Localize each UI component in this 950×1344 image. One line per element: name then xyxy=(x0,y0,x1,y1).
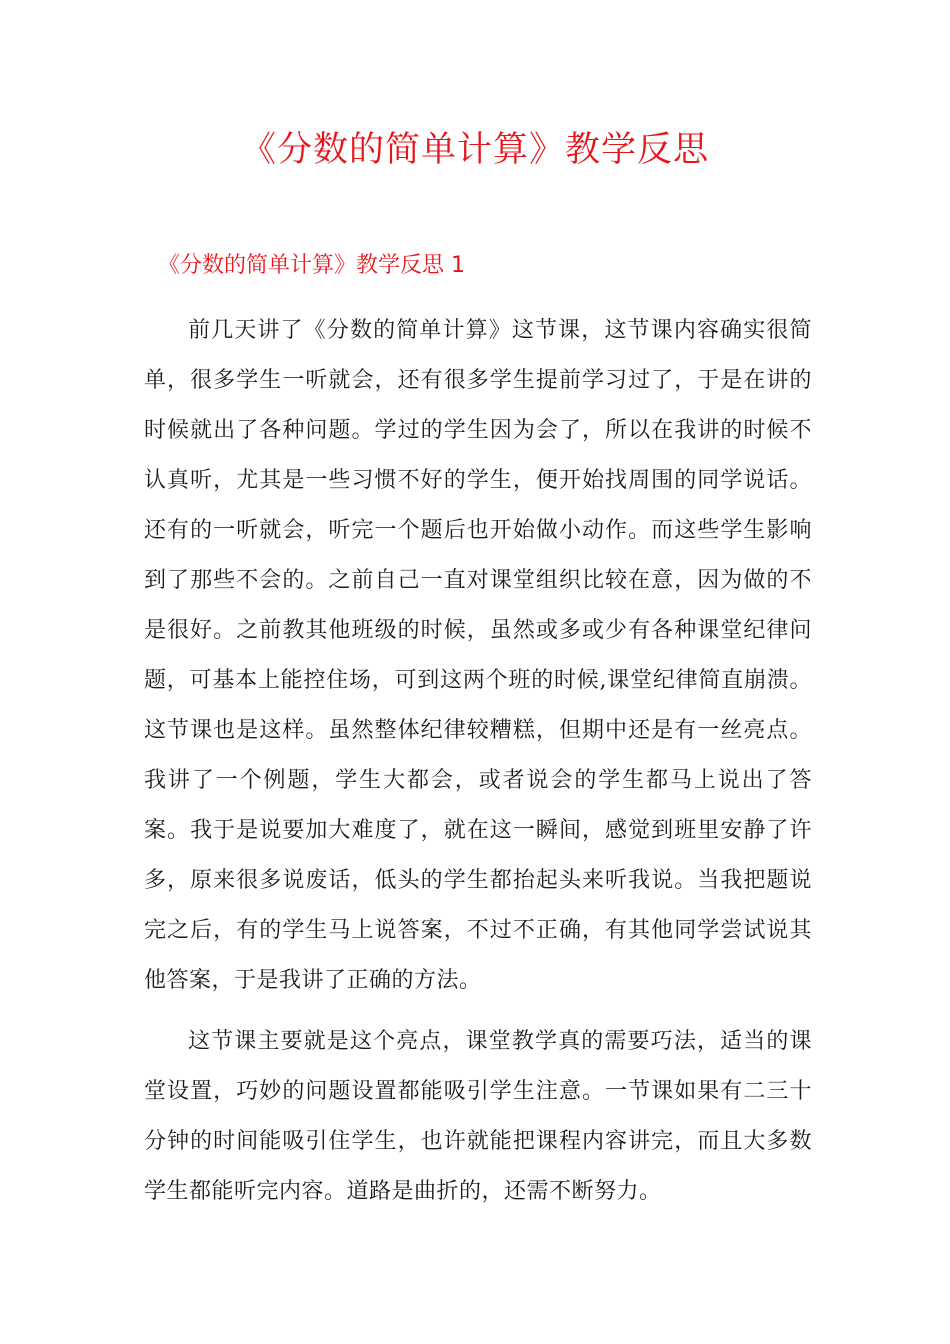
paragraph-1: 前几天讲了《分数的简单计算》这节课，这节课内容确实很简单，很多学生一听就会，还有很多学生提前学习过了，于是在讲的时候就出了各种问题。学过的学生因为会了，所以在我讲的时候不认真听，尤其是一些习惯不好的学生，便开始找周围的同学说话。还有的一听就会，听完一个题后也开始做小动作。而这些学生影响到了那些不会的。之前自己一直对课堂组织比较在意，因为做的不是很好。之前教其他班级的时候，虽然或多或少有各种课堂纪律问题，可基本上能控住场，可到这两个班的时候,课堂纪律简直崩溃。这节课也是这样。虽然整体纪律较糟糕，但期中还是有一丝亮点。我讲了一个例题，学生大都会，或者说会的学生都马上说出了答案。我于是说要加大难度了，就在这一瞬间，感觉到班里安静了许多，原来很多说废话，低头的学生都抬起头来听我说。当我把题说完之后，有的学生马上说答案，不过不正确，有其他同学尝试说其他答案，于是我讲了正确的方法。 xyxy=(144,318,812,993)
document-title: 《分数的简单计算》教学反思 xyxy=(240,130,709,170)
paragraph-2: 这节课主要就是这个亮点，课堂教学真的需要巧法，适当的课堂设置，巧妙的问题设置都能吸引学生注意。一节课如果有二三十分钟的时间能吸引住学生，也许就能把课程内容讲完，而且大多数学生都能听完内容。道路是曲折的，还需不断努力。 xyxy=(144,1029,812,1204)
section-heading: 《分数的简单计算》教学反思 1 xyxy=(158,253,465,278)
